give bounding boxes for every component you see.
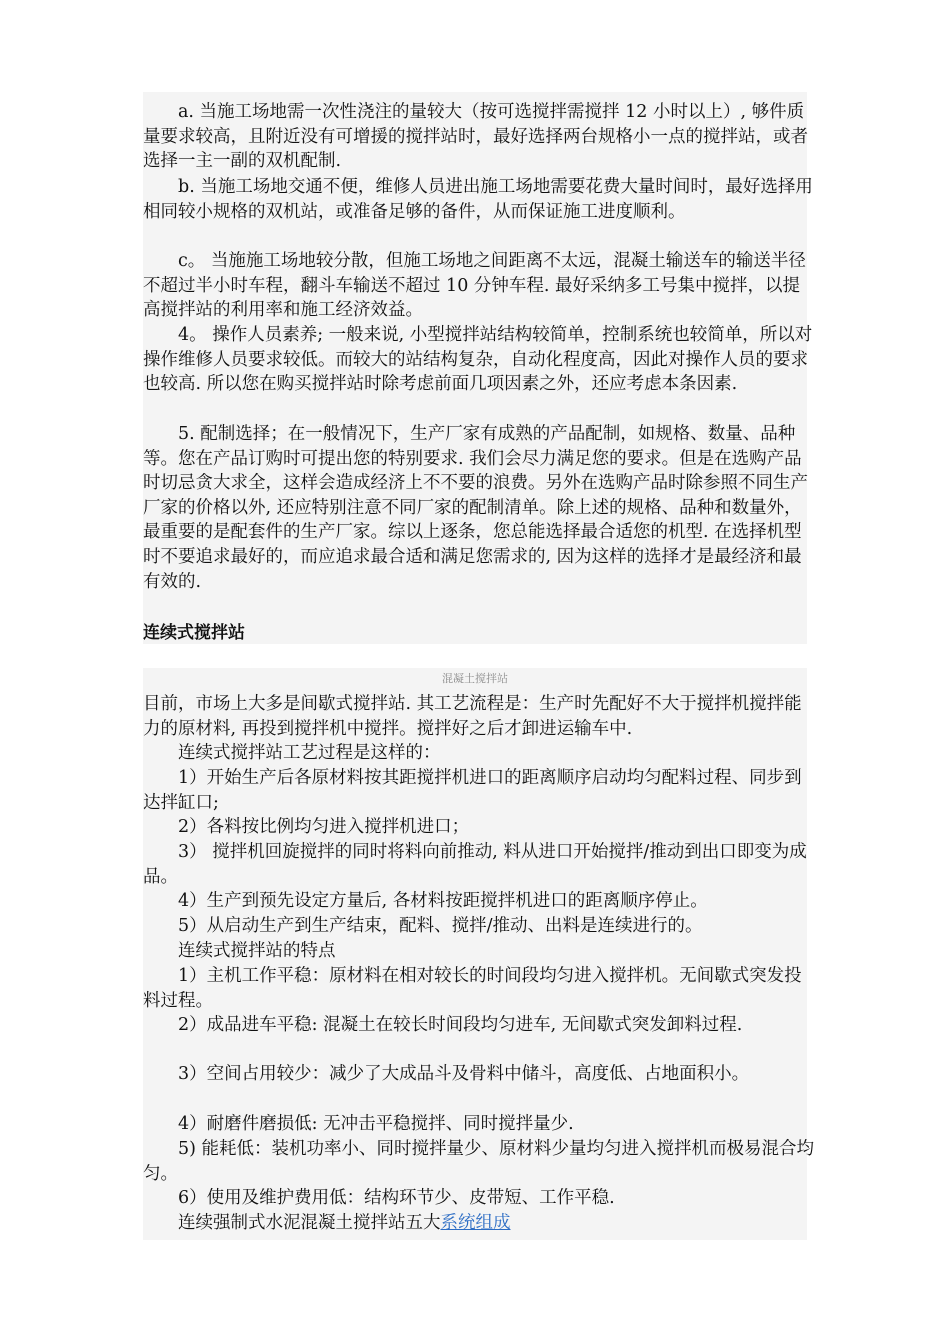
image-caption: 混凝土搅拌站 [442, 672, 508, 685]
paragraph-5: 5. 配制选择；在一般情况下，生产厂家有成熟的产品配制，如规格、数量、品种等。您在产品订购时可提出您的特别要求. 我们会尽力满足您的要求。但是在选购产品时切忌贪大求全，这样会造成经济上不不要的浪费。另外在选购产品时除参照不同生产厂家的价格以外, 还应特别注意不同厂家的配制清单。除上述的规格、品种和数量外，最重要的是配套件的生产厂家。综以上逐条，您总能选择最合适您的机型. 在选择机型时不要追求最好的，而应追求最合适和满足您需求的, 因为这样的选择才是最经济和最有效的. [143, 424, 808, 592]
process-step-4: 4）生产到预先设定方量后, 各材料按距搅拌机进口的距离顺序停止。 [178, 891, 708, 911]
feature-6: 6）使用及维护费用低：结构环节少、皮带短、工作平稳. [178, 1188, 615, 1208]
paragraph-c: c。 当施施工场地较分散，但施工场地之间距离不太远，混凝土输送车的输送半径不超过半小时车程，翻斗车输送不超过 10 分钟车程. 最好采纳多工号集中搅拌，以提高搅拌站的利用率和施工经济效益。 [143, 251, 806, 321]
system-components-link[interactable]: 系统组成 [440, 1213, 511, 1233]
paragraph-4: 4。 操作人员素养; 一般来说, 小型搅拌站结构较简单，控制系统也较简单，所以对操作维修人员要求较低。而较大的站结构复杂，自动化程度高，因此对操作人员的要求也较高. 所以您在购买搅拌站时除考虑前面几项因素之外，还应考虑本条因素. [143, 325, 813, 395]
paragraph-b: b. 当施工场地交通不便，维修人员进出施工场地需要花费大量时间时，最好选择用相同较小规格的双机站，或准备足够的备件，从而保证施工进度顺利。 [143, 177, 813, 222]
intro-paragraph: 目前，市场上大多是间歇式搅拌站. 其工艺流程是：生产时先配好不大于搅拌机搅拌能力的原材料, 再投到搅拌机中搅拌。搅拌好之后才卸进运输车中. [143, 694, 802, 739]
feature-5: 5) 能耗低：装机功率小、同时搅拌量少、原材料少量均匀进入搅拌机而极易混合均匀。 [143, 1139, 815, 1184]
feature-2: 2）成品进车平稳: 混凝土在较长时间段均匀进车, 无间歇式突发卸料过程. [178, 1015, 743, 1035]
features-heading: 连续式搅拌站的特点 [178, 941, 336, 961]
system-components-text: 连续强制式水泥混凝土搅拌站五大 [178, 1213, 441, 1233]
process-step-5: 5）从启动生产到生产结束，配料、搅拌/推动、出料是连续进行的。 [178, 916, 703, 936]
paragraph-a: a. 当施工场地需一次性浇注的量较大（按可选搅拌需搅拌 12 小时以上）, 够件质量要求较高，且附近没有可增援的搅拌站时，最好选择两台规格小一点的搅拌站，或者选择一主一副的双机配制. [143, 102, 808, 172]
process-step-3: 3） 搅拌机回旋搅拌的同时将料向前推动, 料从进口开始搅拌/推动到出口即变为成品。 [143, 842, 807, 887]
process-heading: 连续式搅拌站工艺过程是这样的： [178, 743, 441, 763]
system-components-line [143, 1211, 815, 1236]
process-step-2: 2）各料按比例均匀进入搅拌机进口； [178, 817, 470, 837]
feature-3: 3）空间占用较少：减少了大成品斗及骨料中储斗，高度低、占地面积小。 [178, 1064, 750, 1084]
section-heading: 连续式搅拌站 [143, 623, 245, 643]
feature-1: 1）主机工作平稳：原材料在相对较长的时间段均匀进入搅拌机。无间歇式突发投料过程。 [143, 966, 802, 1011]
process-step-1: 1）开始生产后各原材料按其距搅拌机进口的距离顺序启动均匀配料过程、同步到达拌缸口; [143, 768, 802, 813]
feature-4: 4）耐磨件磨损低: 无冲击平稳搅拌、同时搅拌量少. [178, 1114, 574, 1134]
